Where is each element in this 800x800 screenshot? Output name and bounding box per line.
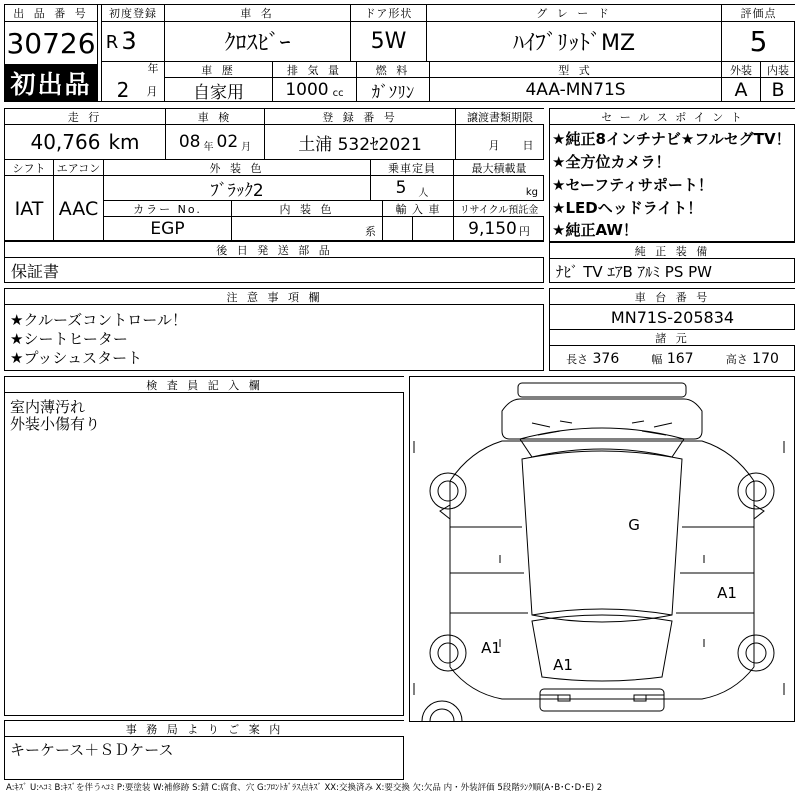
transfer-month-unit: 月	[488, 139, 500, 152]
displacement-label: 排 気 量	[273, 62, 356, 77]
length-label: 長さ	[566, 352, 589, 366]
damage-mark-right-rear-door: A1	[717, 584, 737, 602]
equipment: ﾅﾋﾞ TV ｴｱB ｱﾙﾐ PS PW	[556, 262, 712, 281]
capacity-label: 乗車定員	[371, 160, 453, 175]
sales-point-3: ★セーフティサポート！	[552, 176, 713, 194]
later-parts: 保証書	[11, 262, 60, 281]
sales-point-4: ★LEDヘッドライト！	[552, 199, 703, 217]
history-label: 車 歴	[165, 62, 272, 77]
history: 自家用	[193, 82, 244, 102]
note-1: ★クルーズコントロール！	[10, 311, 187, 329]
import-label: 輸 入 車	[383, 201, 453, 216]
model-code: 4AA-MN71S	[525, 80, 626, 100]
fuel-label: 燃 料	[357, 62, 429, 77]
inspection-month: 02	[216, 132, 239, 152]
transfer-doc-label: 譲渡書類期限	[456, 109, 544, 124]
sales-point-2: ★全方位カメラ！	[552, 153, 671, 171]
shift-label: シフト	[12, 161, 46, 175]
notes-label: 注 意 事 項 欄	[5, 289, 544, 304]
transfer-day-unit: 日	[522, 139, 534, 152]
length: 376	[592, 350, 620, 367]
fuel: ｶﾞｿﾘﾝ	[371, 82, 415, 102]
inspector-label: 検 査 員 記 入 欄	[5, 377, 404, 392]
inspection-year: 08	[178, 132, 201, 152]
recycle-label: リサイクル預託金	[454, 201, 544, 216]
interior-color-unit: 系	[365, 225, 376, 238]
lot-number-label: 出 品 番 号	[5, 5, 97, 21]
capacity	[371, 176, 453, 200]
exterior-color-label: 外 装 色	[104, 160, 370, 175]
damage-legend: A:ｷｽﾞ U:ﾍｺﾐ B:ｷｽﾞを伴うﾍｺﾐ P:要塗装 W:補修跡 S:錆 C:腐食、穴 G:ﾌﾛﾝﾄｶﾞﾗｽ点ｷｽﾞ XX:交換済み X:要交換 欠:欠品 内・外装評価 5段階ﾗﾝｸ順(A･B･C･D･E) 2	[6, 783, 603, 793]
mileage-label: 走 行	[5, 109, 165, 124]
inspector-note-1: 室内薄汚れ	[10, 398, 86, 416]
first-exhibit-badge: 初出品	[5, 64, 97, 101]
interior-grade: B	[771, 79, 785, 101]
load-label: 最大積載量	[454, 160, 544, 175]
model-label: 型 式	[430, 62, 721, 77]
equipment-label: 純 正 装 備	[550, 243, 795, 258]
color-no: EGP	[150, 219, 185, 239]
exterior-grade-label: 外装	[730, 63, 752, 77]
load-unit: kg	[525, 186, 538, 198]
color-no-label: カラー No.	[104, 201, 231, 216]
recycle	[454, 217, 544, 241]
car-name-label: 車 名	[165, 5, 350, 21]
chassis-number: MN71S-205834	[610, 307, 735, 327]
score: 5	[749, 25, 768, 58]
displacement-value: 1000	[285, 80, 329, 100]
sales-points-label: セ ー ル ス ポ イ ン ト	[550, 109, 795, 124]
chassis-label: 車 台 番 号	[550, 289, 795, 304]
reg-date-label: 初度登録	[102, 5, 164, 21]
mileage-value: 40,766	[30, 130, 101, 154]
shift: IAT	[14, 197, 44, 220]
displacement	[273, 78, 356, 102]
inspector-note-2: 外装小傷有り	[10, 415, 101, 433]
score-label: 評価点	[722, 5, 795, 21]
damage-diagram	[409, 376, 795, 722]
reg-month-unit: 月	[146, 85, 158, 98]
mileage	[5, 125, 165, 159]
grade: ﾊｲﾌﾞﾘｯﾄﾞMZ	[512, 31, 636, 56]
reg-month: 2	[116, 78, 130, 102]
plate-label: 登 録 番 号	[265, 109, 455, 124]
car-name: ｸﾛｽﾋﾞｰ	[224, 31, 291, 56]
reg-era: R	[105, 31, 119, 53]
interior-color-label: 内 装 色	[232, 201, 382, 216]
office-note: キーケース＋ＳＤケース	[10, 741, 174, 759]
damage-mark-left-front-door: A1	[481, 639, 501, 657]
capacity-unit: 人	[418, 187, 429, 199]
recycle-unit: 円	[518, 225, 530, 238]
interior-grade-label: 内装	[767, 63, 789, 77]
grade-label: グ レ ー ド	[427, 5, 721, 21]
note-3: ★プッシュスタート	[10, 349, 143, 367]
inspection-month-unit: 月	[241, 141, 252, 153]
inspection-year-unit: 年	[203, 141, 214, 153]
mileage-unit: km	[108, 130, 140, 154]
recycle-value: 9,150	[468, 219, 517, 239]
dims-label: 諸 元	[550, 330, 795, 345]
height: 170	[752, 350, 779, 367]
displacement-unit: cc	[332, 87, 344, 99]
ac: AAC	[58, 197, 99, 220]
plate-number: 土浦 532ｾ2021	[298, 134, 422, 155]
width: 167	[666, 350, 694, 367]
damage-mark-hood: A1	[553, 656, 573, 674]
inspection-label: 車 検	[166, 109, 264, 124]
damage-mark-roof: G	[628, 516, 640, 534]
exterior-grade: A	[734, 79, 748, 101]
ac-label: エアコン	[56, 161, 101, 175]
reg-year: 3	[121, 27, 137, 55]
height-label: 高さ	[725, 352, 748, 366]
door-label: ドア形状	[351, 5, 426, 21]
office-label: 事 務 局 よ り ご 案 内	[5, 721, 404, 736]
inspection-date	[166, 125, 264, 159]
reg-year-unit: 年	[147, 62, 159, 75]
later-parts-label: 後 日 発 送 部 品	[5, 242, 544, 257]
door-type: 5W	[370, 29, 407, 54]
capacity-value: 5	[395, 178, 407, 198]
sales-point-1: ★純正8インチナビ★フルセグTV！	[552, 130, 791, 148]
width-label: 幅	[651, 352, 663, 366]
note-2: ★シートヒーター	[10, 330, 128, 348]
lot-number: 30726	[6, 26, 96, 60]
dimensions	[550, 346, 795, 371]
car-outline	[410, 377, 794, 721]
exterior-color: ﾌﾞﾗｯｸ2	[210, 180, 264, 200]
sales-point-5: ★純正AW！	[552, 221, 638, 239]
